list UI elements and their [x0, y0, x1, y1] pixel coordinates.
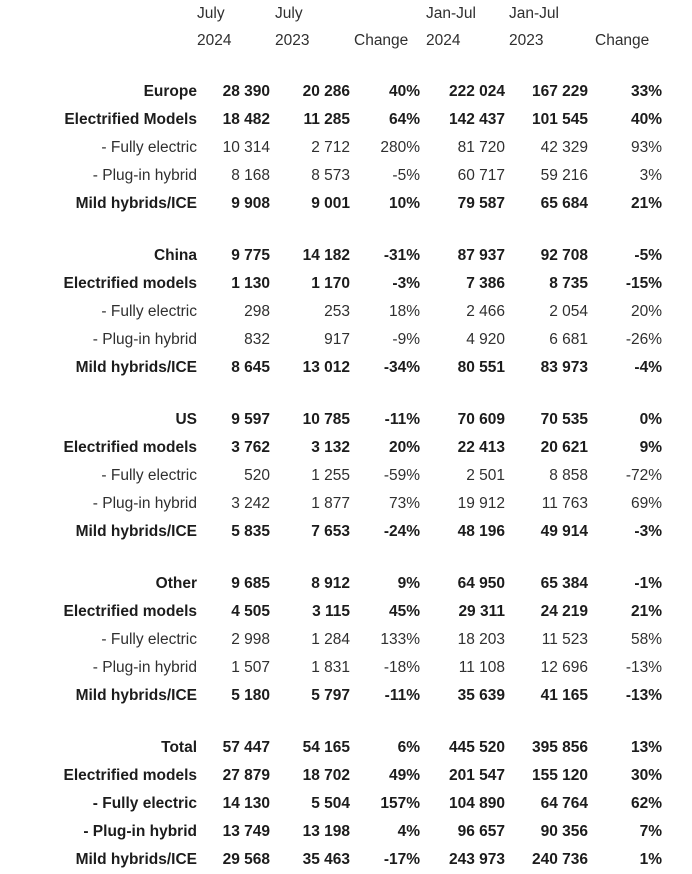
table-row — [28, 626, 662, 654]
cell-value: 157% — [380, 795, 420, 812]
row-label: - Fully electric — [97, 303, 197, 320]
cell-value: -13% — [625, 659, 662, 676]
cell-value: 10% — [388, 195, 420, 212]
table-row — [28, 518, 662, 546]
cell-value: 133% — [380, 631, 420, 648]
cell-value: 5 504 — [311, 795, 350, 812]
cell-value: 3 115 — [312, 603, 350, 620]
cell-value: 42 329 — [540, 139, 588, 156]
cell-value: 49% — [388, 767, 420, 784]
table-row — [28, 490, 662, 518]
row-label: US — [175, 411, 197, 428]
cell-value: 73% — [388, 495, 420, 512]
cell-value: 64 764 — [540, 795, 588, 812]
cell-value: 29 311 — [458, 603, 505, 620]
cell-value: 101 545 — [531, 111, 588, 128]
cell-value: 3 762 — [231, 439, 270, 456]
cell-value: 9 597 — [231, 411, 270, 428]
row-label: - Fully electric — [88, 795, 197, 812]
row-label: Mild hybrids/ICE — [75, 687, 197, 704]
cell-value: 40% — [630, 111, 662, 128]
table-row — [28, 298, 662, 326]
cell-value: 65 684 — [540, 195, 588, 212]
cell-value: 6% — [397, 739, 420, 756]
cell-value: 83 973 — [540, 359, 588, 376]
cell-value: 64% — [388, 111, 420, 128]
cell-value: 298 — [244, 303, 270, 320]
section-other — [28, 570, 662, 710]
row-label: Mild hybrids/ICE — [75, 195, 197, 212]
cell-value: 6 681 — [549, 331, 588, 348]
cell-value: -5% — [634, 247, 662, 264]
table-row — [28, 242, 662, 270]
column-header-janjul-2024-line2: 2024 — [426, 31, 461, 49]
cell-value: 5 180 — [231, 687, 270, 704]
column-header-july-2023-line1: July — [275, 4, 303, 22]
table-row — [28, 734, 662, 762]
table-row — [28, 326, 662, 354]
cell-value: -1% — [634, 575, 662, 592]
row-label: - Plug-in hybrid — [88, 167, 197, 184]
cell-value: 1 877 — [311, 495, 350, 512]
cell-value: 2 501 — [466, 467, 505, 484]
cell-value: -3% — [392, 275, 420, 292]
cell-value: 40% — [388, 83, 420, 100]
table-row — [28, 190, 662, 218]
row-label: Electrified models — [63, 767, 197, 784]
cell-value: 14 130 — [222, 795, 270, 812]
cell-value: 155 120 — [531, 767, 588, 784]
cell-value: 24 219 — [540, 603, 588, 620]
row-label: - Plug-in hybrid — [88, 495, 197, 512]
cell-value: -13% — [625, 687, 662, 704]
cell-value: 7 386 — [466, 275, 505, 292]
table-header — [28, 0, 662, 54]
section-europe — [28, 78, 662, 218]
table-row — [28, 134, 662, 162]
cell-value: -26% — [625, 331, 662, 348]
cell-value: 142 437 — [448, 111, 505, 128]
cell-value: 8 735 — [549, 275, 588, 292]
cell-value: 80 551 — [457, 359, 505, 376]
cell-value: 222 024 — [448, 83, 505, 100]
cell-value: 2 712 — [311, 139, 350, 156]
cell-value: 11 763 — [541, 495, 588, 512]
cell-value: -9% — [392, 331, 420, 348]
cell-value: 65 384 — [540, 575, 588, 592]
cell-value: 20% — [630, 303, 662, 320]
table-row — [28, 406, 662, 434]
cell-value: 48 196 — [457, 523, 505, 540]
cell-value: 28 390 — [222, 83, 270, 100]
cell-value: -24% — [383, 523, 420, 540]
cell-value: 12 696 — [540, 659, 588, 676]
cell-value: 45% — [388, 603, 420, 620]
row-label: Europe — [143, 83, 197, 100]
cell-value: 2 466 — [466, 303, 505, 320]
cell-value: -3% — [634, 523, 662, 540]
column-header-july-2023-line2: 2023 — [275, 31, 310, 49]
table-row — [28, 790, 662, 818]
cell-value: 18 702 — [302, 767, 350, 784]
cell-value: 7% — [639, 823, 662, 840]
cell-value: 69% — [630, 495, 662, 512]
cell-value: -4% — [634, 359, 662, 376]
column-header-change1-line2: Change — [354, 31, 409, 49]
cell-value: 1% — [639, 851, 662, 868]
cell-value: 18% — [388, 303, 420, 320]
cell-value: 7 653 — [311, 523, 350, 540]
section-total — [28, 734, 662, 874]
row-label: - Fully electric — [97, 631, 197, 648]
cell-value: 19 912 — [457, 495, 505, 512]
cell-value: 9 775 — [231, 247, 270, 264]
row-label: - Plug-in hybrid — [88, 659, 197, 676]
cell-value: 0% — [639, 411, 662, 428]
row-label: - Fully electric — [97, 139, 197, 156]
cell-value: 3 132 — [311, 439, 350, 456]
cell-value: 35 639 — [457, 687, 505, 704]
cell-value: 13 012 — [302, 359, 350, 376]
cell-value: 96 657 — [457, 823, 505, 840]
cell-value: 57 447 — [222, 739, 270, 756]
row-label: Mild hybrids/ICE — [75, 851, 197, 868]
cell-value: 41 165 — [540, 687, 588, 704]
row-label: Electrified models — [63, 275, 197, 292]
cell-value: 395 856 — [531, 739, 588, 756]
row-label: - Fully electric — [97, 467, 197, 484]
cell-value: 93% — [630, 139, 662, 156]
cell-value: 35 463 — [302, 851, 350, 868]
cell-value: 2 998 — [231, 631, 270, 648]
cell-value: -18% — [383, 659, 420, 676]
cell-value: 18 482 — [222, 111, 270, 128]
cell-value: -15% — [625, 275, 662, 292]
cell-value: 1 130 — [231, 275, 270, 292]
table-body — [28, 78, 662, 874]
cell-value: 92 708 — [540, 247, 588, 264]
table-row — [28, 162, 662, 190]
cell-value: 520 — [244, 467, 270, 484]
cell-value: 11 108 — [458, 659, 505, 676]
cell-value: -11% — [384, 687, 420, 704]
cell-value: 21% — [630, 603, 662, 620]
cell-value: 280% — [380, 139, 420, 156]
section-china — [28, 242, 662, 382]
cell-value: 3% — [639, 167, 662, 184]
cell-value: -72% — [625, 467, 662, 484]
section-us — [28, 406, 662, 546]
cell-value: 9% — [639, 439, 662, 456]
cell-value: 21% — [630, 195, 662, 212]
column-header-july-2024-line1: July — [197, 4, 225, 22]
cell-value: 58% — [630, 631, 662, 648]
table-row — [28, 654, 662, 682]
cell-value: 8 858 — [549, 467, 588, 484]
cell-value: -11% — [384, 411, 420, 428]
row-label: Mild hybrids/ICE — [75, 359, 197, 376]
row-label: Total — [161, 739, 197, 756]
header-row-period — [28, 0, 662, 27]
cell-value: 90 356 — [540, 823, 588, 840]
row-label: - Plug-in hybrid — [88, 331, 197, 348]
table-row — [28, 78, 662, 106]
table-row — [28, 106, 662, 134]
cell-value: 87 937 — [457, 247, 505, 264]
cell-value: 81 720 — [457, 139, 505, 156]
row-label: Electrified models — [63, 439, 197, 456]
cell-value: 832 — [244, 331, 270, 348]
cell-value: 27 879 — [222, 767, 270, 784]
cell-value: 8 645 — [231, 359, 270, 376]
cell-value: 13 198 — [302, 823, 350, 840]
cell-value: 4 920 — [466, 331, 505, 348]
column-header-janjul-2024-line1: Jan-Jul — [426, 4, 476, 22]
cell-value: 5 797 — [311, 687, 350, 704]
cell-value: -31% — [383, 247, 420, 264]
cell-value: 104 890 — [448, 795, 505, 812]
cell-value: 20% — [388, 439, 420, 456]
table-row — [28, 762, 662, 790]
cell-value: 5 835 — [231, 523, 270, 540]
cell-value: 445 520 — [448, 739, 505, 756]
cell-value: 20 621 — [540, 439, 588, 456]
table-row — [28, 818, 662, 846]
column-header-change2-line2: Change — [595, 31, 650, 49]
cell-value: 18 203 — [457, 631, 505, 648]
cell-value: 253 — [324, 303, 350, 320]
cell-value: 9% — [397, 575, 420, 592]
cell-value: 62% — [630, 795, 662, 812]
cell-value: 64 950 — [457, 575, 505, 592]
column-header-janjul-2023-line1: Jan-Jul — [509, 4, 559, 22]
table-row — [28, 270, 662, 298]
cell-value: 30% — [630, 767, 662, 784]
cell-value: 240 736 — [531, 851, 588, 868]
cell-value: 9 685 — [231, 575, 270, 592]
cell-value: 70 535 — [540, 411, 588, 428]
row-label: Electrified Models — [64, 111, 197, 128]
cell-value: 29 568 — [222, 851, 270, 868]
cell-value: -17% — [383, 851, 420, 868]
cell-value: 13 749 — [222, 823, 270, 840]
row-label: - Plug-in hybrid — [79, 823, 197, 840]
cell-value: 60 717 — [457, 167, 505, 184]
header-row-year — [28, 27, 662, 54]
cell-value: 20 286 — [302, 83, 350, 100]
row-label: Other — [155, 575, 197, 592]
cell-value: 54 165 — [302, 739, 350, 756]
cell-value: -34% — [383, 359, 420, 376]
cell-value: 2 054 — [549, 303, 588, 320]
row-label: China — [153, 247, 197, 264]
row-label: Mild hybrids/ICE — [75, 523, 197, 540]
cell-value: 8 573 — [311, 167, 350, 184]
cell-value: 10 785 — [302, 411, 350, 428]
cell-value: 22 413 — [457, 439, 505, 456]
cell-value: 1 831 — [311, 659, 350, 676]
cell-value: 1 170 — [311, 275, 350, 292]
cell-value: 33% — [630, 83, 662, 100]
table-row — [28, 570, 662, 598]
table-row — [28, 598, 662, 626]
table-row — [28, 462, 662, 490]
cell-value: 917 — [324, 331, 350, 348]
cell-value: 1 255 — [311, 467, 350, 484]
cell-value: 9 908 — [231, 195, 270, 212]
table-row — [28, 434, 662, 462]
cell-value: 1 507 — [231, 659, 270, 676]
cell-value: 70 609 — [457, 411, 505, 428]
cell-value: 243 973 — [448, 851, 505, 868]
column-header-janjul-2023-line2: 2023 — [509, 31, 544, 49]
row-label: Electrified models — [63, 603, 197, 620]
cell-value: 49 914 — [540, 523, 588, 540]
table-row — [28, 354, 662, 382]
cell-value: 59 216 — [540, 167, 588, 184]
cell-value: 8 168 — [231, 167, 270, 184]
cell-value: 11 285 — [303, 111, 350, 128]
cell-value: 1 284 — [311, 631, 350, 648]
cell-value: 4% — [397, 823, 420, 840]
table-row — [28, 682, 662, 710]
cell-value: 79 587 — [457, 195, 505, 212]
cell-value: 14 182 — [302, 247, 350, 264]
cell-value: 201 547 — [448, 767, 505, 784]
cell-value: 13% — [630, 739, 662, 756]
cell-value: 8 912 — [311, 575, 350, 592]
cell-value: 9 001 — [311, 195, 350, 212]
cell-value: 167 229 — [531, 83, 588, 100]
cell-value: -5% — [392, 167, 420, 184]
cell-value: 11 523 — [541, 631, 588, 648]
cell-value: -59% — [383, 467, 420, 484]
cell-value: 10 314 — [222, 139, 270, 156]
cell-value: 3 242 — [231, 495, 270, 512]
column-header-july-2024-line2: 2024 — [197, 31, 232, 49]
cell-value: 4 505 — [231, 603, 270, 620]
